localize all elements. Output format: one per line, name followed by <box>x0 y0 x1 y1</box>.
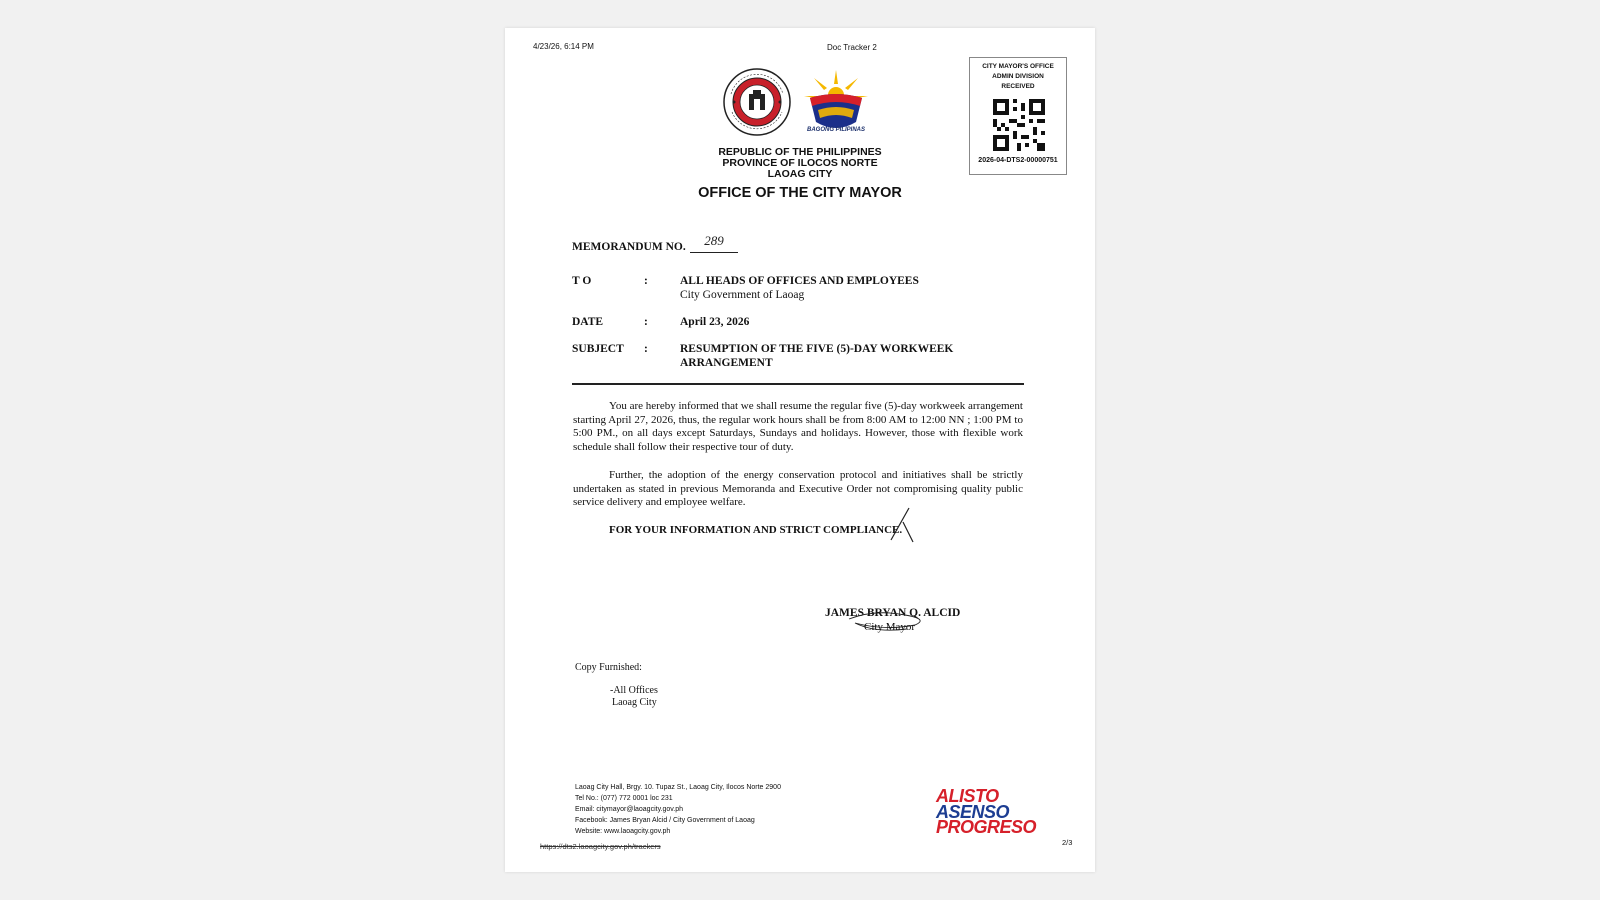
copy-furnished-item-2: Laoag City <box>612 697 657 708</box>
qr-code <box>993 99 1045 151</box>
stamp-office: CITY MAYOR'S OFFICE <box>982 63 1054 70</box>
footer-facebook: Facebook: James Bryan Alcid / City Government of Laoag <box>575 817 755 824</box>
date-label: DATE <box>572 316 604 328</box>
letterhead-province: PROVINCE OF ILOCOS NORTE <box>722 157 878 169</box>
footer-tel: Tel No.: (077) 772 0001 loc 231 <box>575 795 673 802</box>
subject-label: SUBJECT <box>572 343 624 355</box>
footer-website: Website: www.laoagcity.gov.ph <box>575 828 671 835</box>
header-divider <box>572 383 1024 385</box>
brand-progreso: PROGRESO <box>936 817 1037 837</box>
print-datetime: 4/23/26, 6:14 PM <box>533 42 594 51</box>
subject-line-2: ARRANGEMENT <box>680 357 773 369</box>
body-paragraph-2 <box>573 469 1023 510</box>
date-value: April 23, 2026 <box>680 316 750 328</box>
city-seal-logo <box>723 68 791 136</box>
date-colon: : <box>644 316 648 328</box>
initial-mark <box>887 506 917 544</box>
page-number: 2/3 <box>1062 838 1073 847</box>
signatory-name: JAMES BRYAN Q. ALCID <box>825 607 961 619</box>
print-title: Doc Tracker 2 <box>827 43 877 52</box>
stamp-status: RECEIVED <box>1001 83 1035 90</box>
closing-line: FOR YOUR INFORMATION AND STRICT COMPLIANCE. <box>609 524 903 536</box>
copy-furnished-label: Copy Furnished: <box>575 662 642 673</box>
body-paragraph-1-text: You are hereby informed that we shall resume the regular five (5)-day workweek arrangement starting April 27, 2026, thus, the regular work hours shall be from 8:00 AM to 12:00 NN ; 1:00 PM to 5:00 PM., on all days except Saturdays, Sundays and holidays. However, those with flexible work schedule shall follow their respective tour of duty. <box>573 400 1023 454</box>
to-label: T O <box>572 275 592 287</box>
brand-asenso: ASENSO <box>936 802 1010 822</box>
body-paragraph-2-text: Further, the adoption of the energy conservation protocol and initiatives shall be strictly undertaken as stated in previous Memoranda and Executive Order not compromising quality public service delivery and employee welfare. <box>573 469 1023 509</box>
subject-line-1: RESUMPTION OF THE FIVE (5)-DAY WORKWEEK <box>680 343 954 355</box>
memorandum-number: 289 <box>690 233 738 253</box>
subject-colon: : <box>644 343 648 355</box>
signatory-title: City Mayor <box>864 621 916 633</box>
office-title: OFFICE OF THE CITY MAYOR <box>698 185 902 201</box>
to-colon: : <box>644 275 648 287</box>
received-stamp <box>969 57 1067 175</box>
to-subvalue: City Government of Laoag <box>680 289 805 301</box>
footer-email: Email: citymayor@laoagcity.gov.ph <box>575 806 683 813</box>
letterhead-city: LAOAG CITY <box>767 168 833 180</box>
document-page <box>505 28 1095 872</box>
to-value: ALL HEADS OF OFFICES AND EMPLOYEES <box>680 275 919 287</box>
stamp-tracking-code: 2026-04-DTS2-00000751 <box>978 157 1058 164</box>
body-paragraph-1 <box>573 400 1023 455</box>
copy-furnished-item-1: -All Offices <box>610 685 658 696</box>
footer-address: Laoag City Hall, Brgy. 10. Tupaz St., Laoag City, Ilocos Norte 2900 <box>575 784 781 791</box>
footer-url[interactable]: https://dts2.laoagcity.gov.ph/trackers <box>540 842 661 851</box>
stamp-division: ADMIN DIVISION <box>992 73 1044 80</box>
brand-alisto: ALISTO <box>936 786 999 806</box>
letterhead-republic: REPUBLIC OF THE PHILIPPINES <box>718 146 882 158</box>
memorandum-label: MEMORANDUM NO. <box>572 241 686 253</box>
bagong-pilipinas-label: BAGONG PILIPINAS <box>806 127 865 133</box>
